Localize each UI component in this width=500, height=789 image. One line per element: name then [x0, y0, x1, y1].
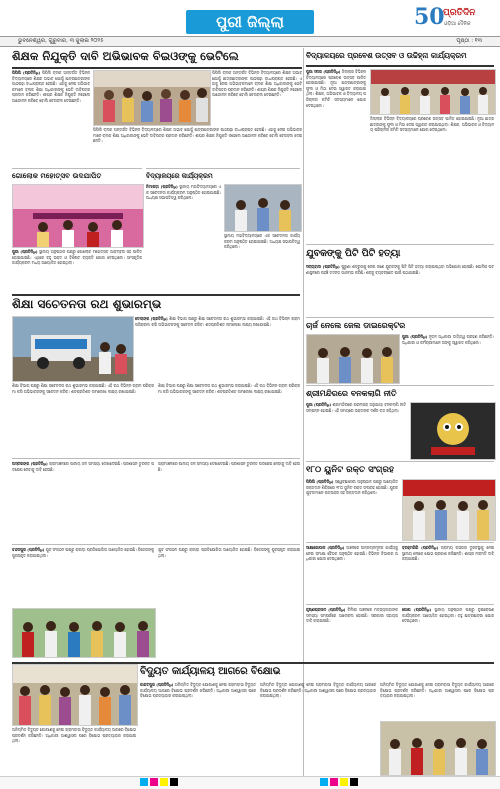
headline-charge: ଚାର୍ଜ ନେଲେ ଜେଲ ଡାଇରେକ୍ଟର — [306, 321, 406, 330]
sports-photo — [12, 608, 156, 658]
masthead — [0, 0, 500, 36]
dateline: ପିପିଲି (ପ୍ରତିନିଧି) — [12, 70, 41, 75]
story-awareness-cont: ଶିକ୍ଷା ବିଭାଗ ପକ୍ଷରୁ ଶିକ୍ଷା ସଚେତନତା ରଥ ଶୁଭାରମ୍ଭ କରାଯାଇଛି। ଏହି ରଥ ବିଭିନ୍ନ ଗ୍ରାମ ପରିକ୍ରମା କରି ଅଭିଭାବକଙ୍କୁ ସଚେତନ କରିବ। ଶତପ୍ରତିଶତ ନାମଲେଖା ଲକ୍ଷ୍ୟ ରଖାଯାଇଛି। — [12, 383, 154, 394]
dateline: ପିପିଲି (ପ୍ରତିନିଧି) — [306, 479, 334, 484]
srimandir-photo — [410, 402, 496, 460]
story-body: ସ୍ଥାନୀୟ ଅନୁଷ୍ଠାନ ପକ୍ଷରୁ ଗୋଲୋକ ମହୋତ୍ସବ ଆଡ଼ମ୍ବର ସହ ପାଳିତ ହୋଇଯାଇଛି। ଏଥିରେ ବହୁ ଭକ୍ତ ଓ ବିଶିଷ୍ଟ ବ୍ୟକ୍ତି ଯୋଗ ଦେଇଥିଲେ। ସାଂସ୍କୃତିକ କାର୍ଯ୍ୟକ୍ରମ ମଧ୍ୟ ଆୟୋଜିତ ହୋଇଥିଲା। — [12, 249, 142, 266]
story-body: ସ୍ୱେଚ୍ଛାସେବୀ ଅନୁଷ୍ଠାନ ପକ୍ଷରୁ ଆୟୋଜିତ ରକ୍ତଦାନ ଶିବିରରେ ୧୮୦ ୟୁନିଟ ରକ୍ତ ସଂଗ୍ରହ ହୋଇଛି। ଯୁବକ ଯୁବତୀମାନେ ଉତ୍ସାହର ସହ ରକ୍ତଦାନ କରିଥିଲେ। — [306, 479, 398, 496]
rule — [306, 461, 494, 462]
school-event-photo — [371, 70, 495, 114]
story-college-event-cont: ସ୍ଥାନୀୟ ମହାବିଦ୍ୟାଳୟରେ ଏକ ସଚେତନତା କାର୍ଯ୍ୟକ୍ରମ ଅନୁଷ୍ଠିତ ହୋଇଯାଇଛି। ଅଧ୍ୟକ୍ଷ ସଭାପତିତ୍ୱ କରିଥିଲେ। — [224, 233, 300, 250]
office-crowd-photo — [381, 722, 495, 775]
golok-photo — [12, 184, 144, 248]
story-electricity — [140, 682, 256, 774]
story-school-entry — [306, 69, 366, 241]
blood-camp-photo — [403, 480, 495, 540]
date-line: ଭୁବନେଶ୍ୱର, ଗୁରୁବାର, ୩ ଜୁଲାଇ ୨୦୨୫ — [18, 38, 104, 44]
temple-deity-photo — [411, 403, 495, 459]
chariot-photo — [13, 317, 133, 381]
story-body: ଚିଲିକା ଅଞ୍ଚଳରେ ମତ୍ସ୍ୟଜୀବୀଙ୍କ ସମସ୍ୟା ସମ୍ପର୍କରେ ଆଲୋଚନା ହୋଇଛି। ସରକାରୀ ସହାୟତା ଦାବି କରାଯାଇଛି। — [306, 607, 398, 624]
dateline: ନିମାପଡ଼ା (ପ୍ରତିନିଧି) — [146, 184, 178, 189]
story-golok — [12, 249, 142, 291]
dateline: ଅସ୍ତରଙ୍ଗ (ପ୍ରତିନିଧି) — [12, 461, 48, 466]
story-electricity-cont2: ଅନିୟମିତ ବିଦ୍ୟୁତ ଯୋଗାଣକୁ ନେଇ ଗ୍ରାମବାସୀ ବିଦ୍ୟୁତ କାର୍ଯ୍ୟାଳୟ ଆଗରେ ବିକ୍ଷୋଭ ପ୍ରଦର୍ଶନ କରିଛନ୍ତି। ଅଧିକାରୀ ଆଶ୍ୱାସନା ପରେ ବିକ୍ଷୋଭ ପ୍ରତ୍ୟାହାର କରାଯାଇଥିଲା। — [380, 682, 494, 699]
meeting-photo — [225, 185, 301, 231]
black-swatch — [350, 778, 358, 786]
story-body: ପୁରୁଣା ଶତ୍ରୁତାକୁ ନେଇ ଜଣେ ଯୁବକଙ୍କୁ ପିଟି ପିଟି ହତ୍ୟା କରାଯାଇଥିବା ଅଭିଯୋଗ ହୋଇଛି। ପୋଲିସ ଘଟଣାସ୍ଥଳରେ ପହଞ୍ଚି ତଦନ୍ତ ଆରମ୍ଭ କରିଛି। ଶବକୁ ବ୍ୟବଚ୍ଛେଦ ପାଇଁ ପଠାଯାଇଛି। — [306, 264, 494, 275]
college-photo — [224, 184, 302, 232]
story-body: ଅଞ୍ଚଳରେ ଉନ୍ନୟନମୂଳକ କାର୍ଯ୍ୟକୁ ନେଇ ସମୀକ୍ଷା ବୈଠକ ଅନୁଷ୍ଠିତ ହୋଇଛି। ବିଭିନ୍ନ ବିଭାଗର ଅଧିକାରୀ ଯୋଗ ଦେଇଥିଲେ। — [306, 545, 398, 562]
headline-college-event: ବିଦ୍ୟାଳୟରେ କାର୍ଯ୍ୟକ୍ରମ — [146, 172, 213, 180]
story-teacher-cont: ପିପିଲି ବ୍ଲକ ଅନ୍ତର୍ଗତ ବିଭିନ୍ନ ବିଦ୍ୟାଳୟରେ ଶିକ୍ଷକ ଅଭାବ ଯୋଗୁଁ ଛାତ୍ରଛାତ୍ରୀଙ୍କ ପାଠପଢ଼ା ବାଧାପ୍ରାପ୍ତ ହେଉଛି। ଏହାକୁ ନେଇ ଅଭିଭାବକମାନେ ବ୍ଲକ ଶିକ୍ଷା ଅଧିକାରୀଙ୍କୁ ଭେଟି ଦାବିପତ୍ର ପ୍ରଦାନ କରିଛନ୍ତି। ଶୀଘ୍ର ଶିକ୍ଷକ ନିଯୁକ୍ତି ନହେଲେ ଆନ୍ଦୋଳନ କରିବେ ବୋଲି ଚେତାବନୀ ଦେଇଛନ୍ତି। — [93, 127, 302, 144]
story-right-2 — [402, 545, 494, 601]
cyan-swatch — [320, 778, 328, 786]
anniversary-logo: 50 — [414, 4, 445, 30]
dateline: ବ୍ରହ୍ମଗିରି (ପ୍ରତିନିଧି) — [402, 545, 439, 550]
story-body: ଅନିୟମିତ ବିଦ୍ୟୁତ ଯୋଗାଣକୁ ନେଇ ଗ୍ରାମବାସୀ ବିଦ୍ୟୁତ କାର୍ଯ୍ୟାଳୟ ଆଗରେ ବିକ୍ଷୋଭ ପ୍ରଦର୍ଶନ କରିଛନ୍ତି। ଅଧିକାରୀ ଆଶ୍ୱାସନା ପରେ ବିକ୍ଷୋଭ ପ୍ରତ୍ୟାହାର କରାଯାଇଥିଲା। — [140, 682, 256, 699]
protest-photo — [12, 664, 138, 726]
dateline: କୃଷ୍ଣପ୍ରସାଦ (ପ୍ରତିନିଧି) — [306, 607, 346, 612]
story-left-2 — [12, 547, 154, 605]
magenta-swatch — [150, 778, 158, 786]
story-teacher-col1 — [12, 70, 90, 166]
headline-youth-murder: ଯୁବକଙ୍କୁ ପିଟି ପିଟି ହତ୍ୟା — [306, 248, 401, 259]
story-charge — [402, 334, 494, 382]
story-left-1 — [12, 461, 154, 541]
headline-teacher: ଶିକ୍ଷକ ନିଯୁକ୍ତି ଦାବି ଅଭିଭାବକ ବିଇଓଙ୍କୁ ଭେଟିଲେ — [12, 49, 239, 63]
story-teacher-col3: ପିପିଲି ବ୍ଲକ ଅନ୍ତର୍ଗତ ବିଭିନ୍ନ ବିଦ୍ୟାଳୟରେ ଶିକ୍ଷକ ଅଭାବ ଯୋଗୁଁ ଛାତ୍ରଛାତ୍ରୀଙ୍କ ପାଠପଢ଼ା ବାଧାପ୍ରାପ୍ତ ହେଉଛି। ଏହାକୁ ନେଇ ଅଭିଭାବକମାନେ ବ୍ଲକ ଶିକ୍ଷା ଅଧିକାରୀଙ୍କୁ ଭେଟି ଦାବିପତ୍ର ପ୍ରଦାନ କରିଛନ୍ତି। ଶୀଘ୍ର ଶିକ୍ଷକ ନିଯୁକ୍ତି ନହେଲେ ଆନ୍ଦୋଳନ କରିବେ ବୋଲି ଚେତାବନୀ ଦେଇଛନ୍ତି। — [212, 70, 302, 98]
story-left-2b: ଯୁବ ସଂଗଠନ ପକ୍ଷରୁ କ୍ରୀଡ଼ା ପ୍ରତିଯୋଗିତା ଆୟୋଜିତ ହୋଇଛି। ବିଜେତାଙ୍କୁ ପୁରସ୍କୃତ କରାଯାଇଥିଲା। — [158, 547, 300, 558]
headline-electricity: ବିଦ୍ୟୁତ କାର୍ଯ୍ୟାଳୟ ଆଗରେ ବିକ୍ଷୋଭ — [140, 666, 281, 677]
cyan-swatch — [140, 778, 148, 786]
story-body: ଗ୍ରାମ୍ୟ ରାସ୍ତାର ଦୁରବସ୍ଥାକୁ ନେଇ ସ୍ଥାନୀୟ ଲୋକେ କ୍ଷୋଭ ପ୍ରକାଶ କରିଛନ୍ତି। ଶୀଘ୍ର ମରାମତି ଦାବି କରାଯାଇଛି। — [402, 545, 494, 562]
rule — [12, 458, 300, 459]
page-label: ପୃଷ୍ଠା : ୧୩ — [456, 38, 482, 44]
story-body: ଶିକ୍ଷା ବିଭାଗ ପକ୍ଷରୁ ଶିକ୍ଷା ସଚେତନତା ରଥ ଶୁଭାରମ୍ଭ କରାଯାଇଛି। ଏହି ରଥ ବିଭିନ୍ନ ଗ୍ରାମ ପରିକ୍ରମା କରି ଅଭିଭାବକଙ୍କୁ ସଚେତନ କରିବ। ଶତପ୍ରତିଶତ ନାମଲେଖା ଲକ୍ଷ୍ୟ ରଖାଯାଇଛି। — [135, 316, 300, 327]
rule — [306, 244, 494, 245]
crowd-photo — [94, 71, 210, 125]
blood-photo — [402, 479, 496, 541]
dateline: ଚନ୍ଦନପୁର (ପ୍ରତିନିଧି) — [12, 547, 45, 552]
story-youth-murder — [306, 264, 494, 314]
story-blood — [306, 479, 398, 539]
section-title: ପୁରୀ ଜିଲ୍ଲା — [186, 10, 314, 34]
yellow-swatch — [340, 778, 348, 786]
story-electricity-cont: ଅନିୟମିତ ବିଦ୍ୟୁତ ଯୋଗାଣକୁ ନେଇ ଗ୍ରାମବାସୀ ବିଦ୍ୟୁତ କାର୍ଯ୍ୟାଳୟ ଆଗରେ ବିକ୍ଷୋଭ ପ୍ରଦର୍ଶନ କରିଛନ୍ତି। ଅଧିକାରୀ ଆଶ୍ୱାସନା ପରେ ବିକ୍ଷୋଭ ପ୍ରତ୍ୟାହାର କରାଯାଇଥିଲା। — [260, 682, 376, 699]
story-body: ସ୍ଥାନୀୟ ଅନୁଷ୍ଠାନ ପକ୍ଷରୁ ବୃକ୍ଷରୋପଣ କାର୍ଯ୍ୟକ୍ରମ ଆୟୋଜିତ ହୋଇଥିଲା। ବହୁ ଛାତ୍ରଛାତ୍ରୀ ଯୋଗ ଦେଇଥିଲେ। — [402, 607, 494, 624]
dateline: ପୁରୀ (ପ୍ରତିନିଧି) — [306, 402, 332, 407]
dateline: ଗୋପ (ପ୍ରତିନିଧି) — [402, 607, 432, 612]
dateline: ପୁରୀ (ପ୍ରତିନିଧି) — [12, 249, 38, 254]
rule — [12, 544, 300, 545]
story-body: ନୂତନ ଅଧିକାରୀ ଦାୟିତ୍ୱ ଗ୍ରହଣ କରିଛନ୍ତି। ଅଧିକାରୀ ଓ କର୍ମଚାରୀମାନେ ତାଙ୍କୁ ସ୍ୱାଗତ କରିଥିଲେ। — [402, 334, 494, 345]
story-school-entry-cont: ଜିଲ୍ଲାର ବିଭିନ୍ନ ବିଦ୍ୟାଳୟରେ ପ୍ରବେଶ ଉତ୍ସବ ପାଳିତ ହୋଇଯାଇଛି। ନୂଆ ଛାତ୍ରଛାତ୍ରୀଙ୍କୁ ଫୁଲ ଓ ମିଠା ଦେଇ ସ୍ୱାଗତ କରାଯାଇଥିଲା। ଶିକ୍ଷକ, ଅଭିଭାବକ ଓ ବିଦ୍ୟାଳୟ ପରିଚାଳନା କମିଟି ସଦସ୍ୟମାନେ ଯୋଗ ଦେଇଥିଲେ। — [370, 116, 494, 133]
story-awareness-cont2: ଶିକ୍ଷା ବିଭାଗ ପକ୍ଷରୁ ଶିକ୍ଷା ସଚେତନତା ରଥ ଶୁଭାରମ୍ଭ କରାଯାଇଛି। ଏହି ରଥ ବିଭିନ୍ନ ଗ୍ରାମ ପରିକ୍ରମା କରି ଅଭିଭାବକଙ୍କୁ ସଚେତନ କରିବ। ଶତପ୍ରତିଶତ ନାମଲେଖା ଲକ୍ଷ୍ୟ ରଖାଯାଇଛି। — [158, 383, 300, 394]
protest-crowd-photo — [13, 665, 137, 725]
date-bar — [0, 36, 500, 47]
story-right-4 — [402, 607, 494, 659]
rule — [306, 604, 494, 605]
stage-photo — [13, 185, 143, 247]
print-registration-bar — [0, 776, 500, 789]
headline-blood: ୧୮୦ ୟୁନିଟ ରକ୍ତ ସଂଗ୍ରହ — [306, 465, 395, 475]
story-right-1 — [306, 545, 398, 601]
school-photo — [370, 69, 496, 115]
story-srimandir — [306, 402, 406, 458]
group-photo — [13, 609, 155, 657]
rule — [146, 168, 300, 169]
dateline: ଡେଲାଙ୍ଗ (ପ୍ରତିନିଧି) — [135, 316, 168, 321]
rule — [306, 65, 494, 67]
yellow-swatch — [160, 778, 168, 786]
rule — [12, 67, 302, 69]
dateline: ପୁରୀ (ପ୍ରତିନିଧି) — [402, 334, 428, 339]
story-body: ପିପିଲି ବ୍ଲକ ଅନ୍ତର୍ଗତ ବିଭିନ୍ନ ବିଦ୍ୟାଳୟରେ ଶିକ୍ଷକ ଅଭାବ ଯୋଗୁଁ ଛାତ୍ରଛାତ୍ରୀଙ୍କ ପାଠପଢ଼ା ବାଧାପ୍ରାପ୍ତ ହେଉଛି। ଏହାକୁ ନେଇ ଅଭିଭାବକମାନେ ବ୍ଲକ ଶିକ୍ଷା ଅଧିକାରୀଙ୍କୁ ଭେଟି ଦାବିପତ୍ର ପ୍ରଦାନ କରିଛନ୍ତି। ଶୀଘ୍ର ଶିକ୍ଷକ ନିଯୁକ୍ତି ନହେଲେ ଆନ୍ଦୋଳନ କରିବେ ବୋଲି ଚେତାବନୀ ଦେଇଛନ୍ତି। — [12, 70, 90, 103]
headline-awareness: ଶିକ୍ଷା ସଚେତନତା ରଥ ଶୁଭାରମ୍ଭ — [12, 297, 162, 311]
headline-school-entry: ବିଦ୍ୟାଳୟରେ ପ୍ରବେଶ ଉତ୍ସବ ଓ ଉଚ୍ଚିହ୍ନା କାର୍ଯ୍ୟକ୍ରମ — [306, 51, 467, 60]
black-swatch — [170, 778, 178, 786]
headline-srimandir: ଶ୍ରୀମନ୍ଦିରରେ ବନକଲାଗି ନୀତି — [306, 389, 397, 398]
brand-name: ପ୍ରତିଦିନ — [443, 8, 476, 18]
charge-photo — [306, 334, 400, 384]
rule — [306, 542, 494, 543]
rule — [306, 317, 494, 318]
story-electricity-side: ଅନିୟମିତ ବିଦ୍ୟୁତ ଯୋଗାଣକୁ ନେଇ ଗ୍ରାମବାସୀ ବିଦ୍ୟୁତ କାର୍ଯ୍ୟାଳୟ ଆଗରେ ବିକ୍ଷୋଭ ପ୍ରଦର୍ଶନ କରିଛନ୍ତି। ଅଧିକାରୀ ଆଶ୍ୱାସନା ପରେ ବିକ୍ଷୋଭ ପ୍ରତ୍ୟାହାର କରାଯାଇଥିଲା। — [12, 727, 136, 744]
story-awareness — [135, 316, 300, 380]
magenta-swatch — [330, 778, 338, 786]
story-body: ଶ୍ରୀମନ୍ଦିରରେ ପରମ୍ପରା ଅନୁଯାୟୀ ବନକଲାଗି ନୀତି ସମ୍ପନ୍ନ ହୋଇଛି। ଏହି ସମୟରେ ଭକ୍ତଙ୍କ ଦର୍ଶନ ବନ୍ଦ ରହିଥିଲା। — [306, 402, 406, 413]
story-right-3 — [306, 607, 398, 659]
dateline: ସତ୍ୟବାଦୀ (ପ୍ରତିନିଧି) — [306, 264, 340, 269]
brand-subtitle: ଓଡ଼ିଆ ଦୈନିକ — [444, 21, 471, 27]
story-left-1b: ଗ୍ରାମାଞ୍ଚଳରେ ପାନୀୟ ଜଳ ସମସ୍ୟା ଦେଖାଦେଇଛି। ପ୍ରଶାସନ ତୁରନ୍ତ ପଦକ୍ଷେପ ନେବାକୁ ଦାବି ହେଉଛି। — [158, 461, 300, 472]
teacher-photo — [93, 70, 211, 126]
dateline: ପୁରୀ ସଦର (ପ୍ରତିନିଧି) — [306, 69, 341, 74]
awareness-photo — [12, 316, 134, 382]
story-body: ଯୁବ ସଂଗଠନ ପକ୍ଷରୁ କ୍ରୀଡ଼ା ପ୍ରତିଯୋଗିତା ଆୟୋଜିତ ହୋଇଛି। ବିଜେତାଙ୍କୁ ପୁରସ୍କୃତ କରାଯାଇଥିଲା। — [12, 547, 154, 558]
story-body: ଗ୍ରାମାଞ୍ଚଳରେ ପାନୀୟ ଜଳ ସମସ୍ୟା ଦେଖାଦେଇଛି। ପ୍ରଶାସନ ତୁରନ୍ତ ପଦକ୍ଷେପ ନେବାକୁ ଦାବି ହେଉଛି। — [12, 461, 154, 472]
office-photo — [380, 721, 496, 776]
story-college-event — [146, 184, 221, 290]
rule — [12, 168, 142, 169]
headline-golok: ଗୋଲୋକ ମହୋତ୍ସବ ଉଦଯାପିତ — [12, 171, 102, 180]
officers-photo — [307, 335, 399, 383]
dateline: ସାକ୍ଷୀଗୋପାଳ (ପ୍ରତିନିଧି) — [306, 545, 345, 550]
rule — [306, 385, 494, 386]
story-body: ଜିଲ୍ଲାର ବିଭିନ୍ନ ବିଦ୍ୟାଳୟରେ ପ୍ରବେଶ ଉତ୍ସବ ପାଳିତ ହୋଇଯାଇଛି। ନୂଆ ଛାତ୍ରଛାତ୍ରୀଙ୍କୁ ଫୁଲ ଓ ମିଠା ଦେଇ ସ୍ୱାଗତ କରାଯାଇଥିଲା। ଶିକ୍ଷକ, ଅଭିଭାବକ ଓ ବିଦ୍ୟାଳୟ ପରିଚାଳନା କମିଟି ସଦସ୍ୟମାନେ ଯୋଗ ଦେଇଥିଲେ। — [306, 69, 366, 108]
dateline: କାକଟପୁର (ପ୍ରତିନିଧି) — [140, 682, 174, 687]
story-body: ସ୍ଥାନୀୟ ମହାବିଦ୍ୟାଳୟରେ ଏକ ସଚେତନତା କାର୍ଯ୍ୟକ୍ରମ ଅନୁଷ୍ଠିତ ହୋଇଯାଇଛି। ଅଧ୍ୟକ୍ଷ ସଭାପତିତ୍ୱ କରିଥିଲେ। — [146, 184, 221, 201]
